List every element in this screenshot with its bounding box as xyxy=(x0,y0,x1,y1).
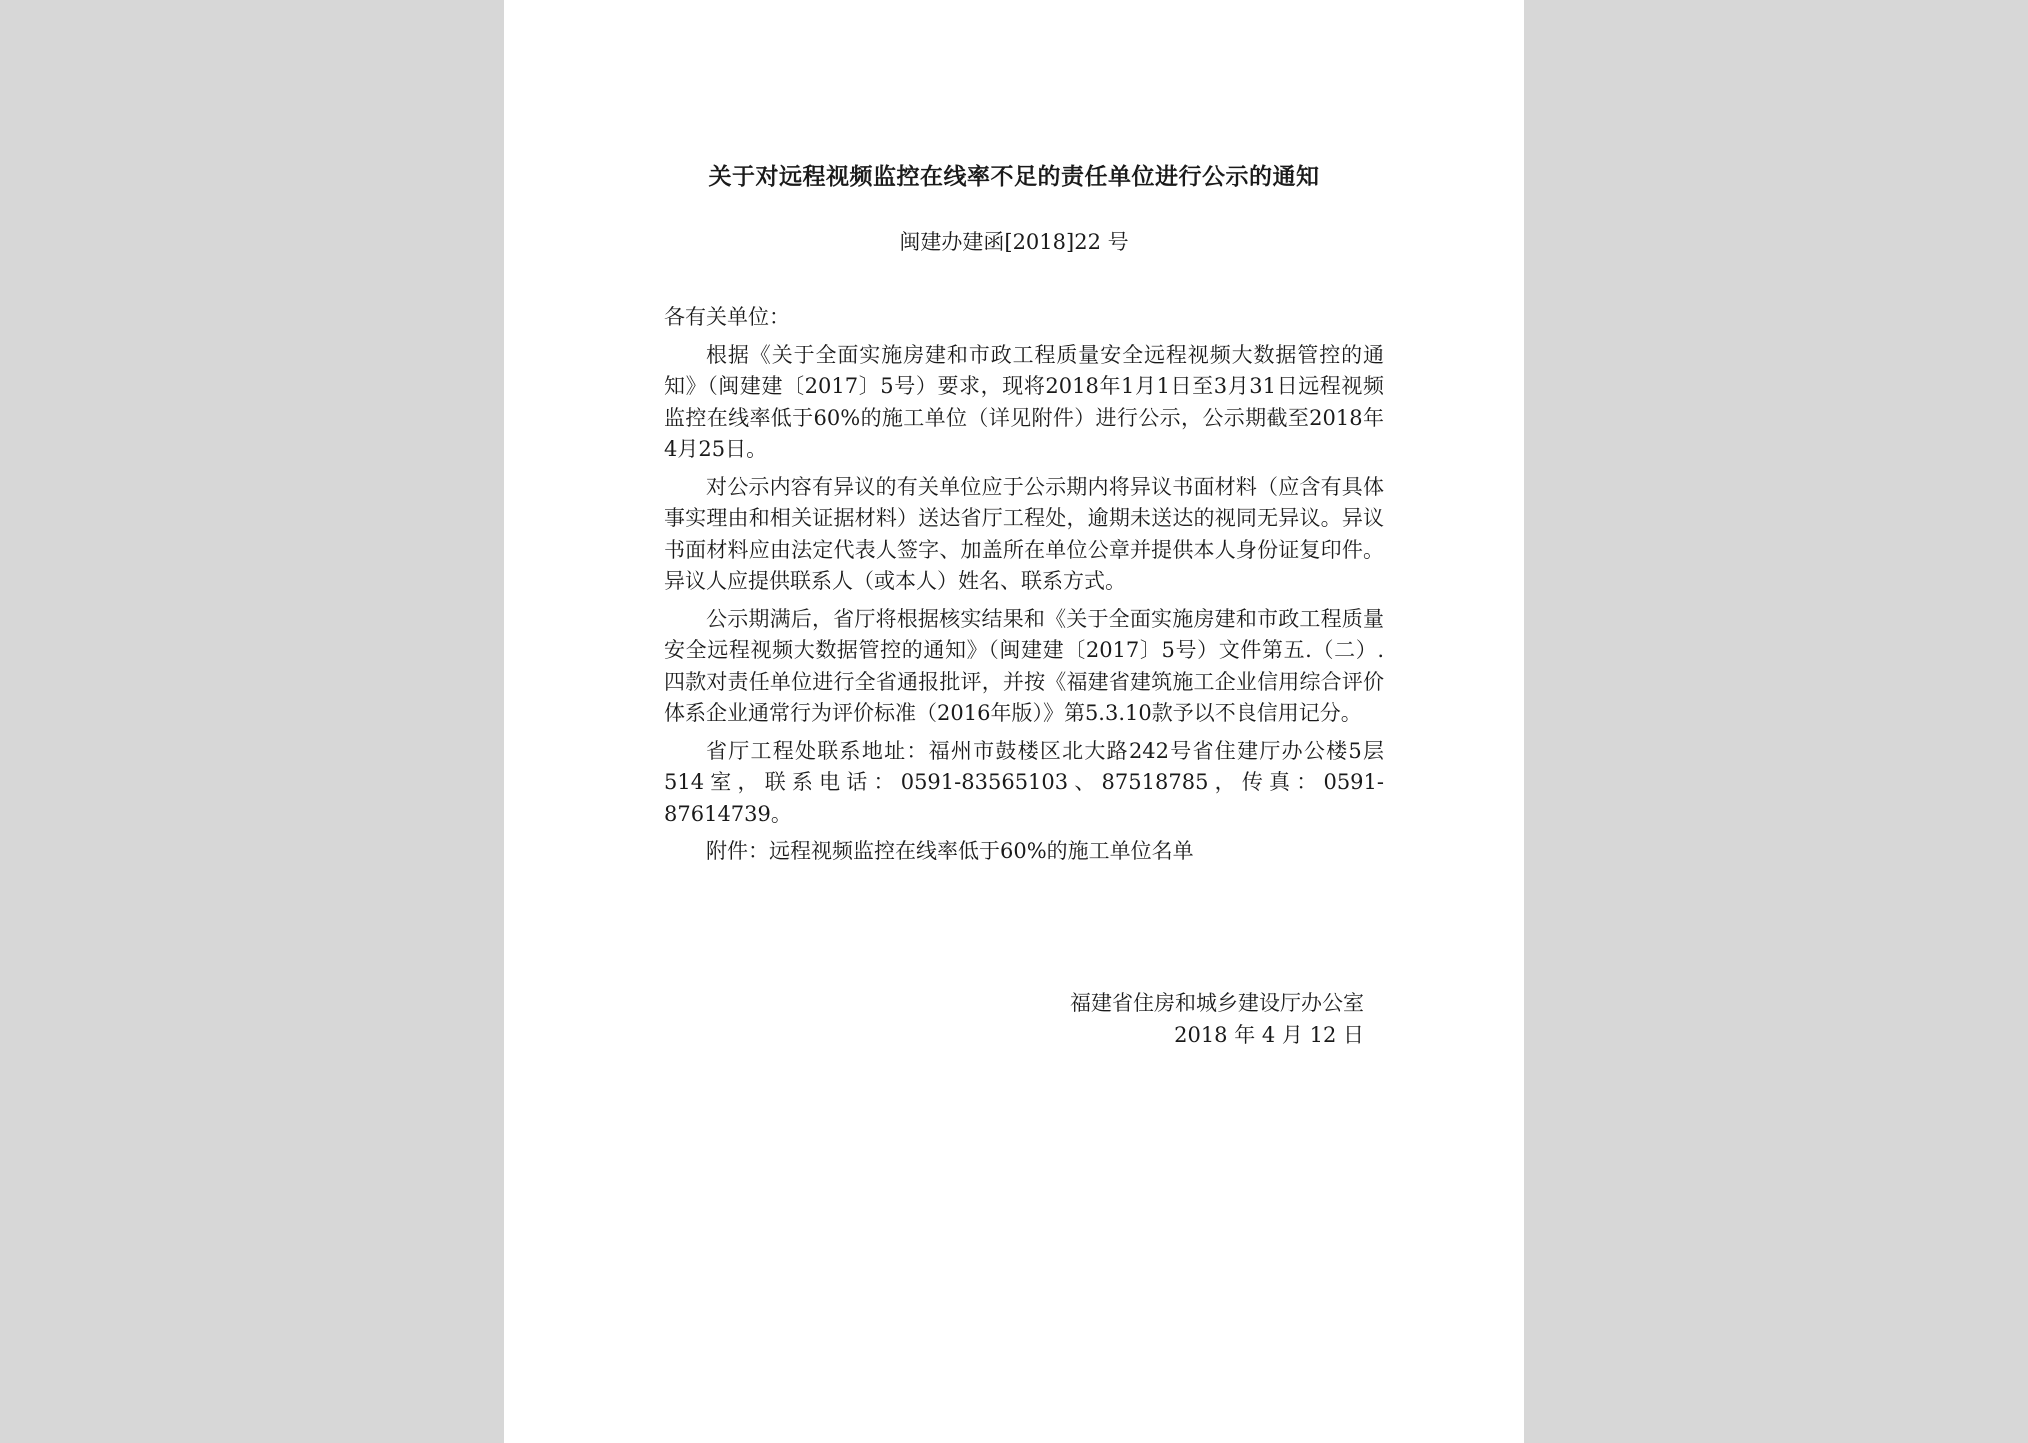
document-page xyxy=(504,0,1524,1443)
document-body xyxy=(664,302,1384,868)
paragraph-objection: 对公示内容有异议的有关单位应于公示期内将异议书面材料（应含有具体事实理由和相关证据材料）送达省厅工程处，逾期未送达的视同无异议。异议书面材料应由法定代表人签字、加盖所在单位公章并提供本人身份证复印件。异议人应提供联系人（或本人）姓名、联系方式。 xyxy=(664,474,1384,593)
issuer-name: 福建省住房和城乡建设厅办公室 xyxy=(1070,991,1364,1015)
paragraph-contact: 省厅工程处联系地址：福州市鼓楼区北大路242号省住建厅办公楼5层514室，联系电话：0591-83565103、87518785，传真：0591-87614739。 xyxy=(664,738,1384,826)
attachment-note: 附件：远程视频监控在线率低于60%的施工单位名单 xyxy=(706,839,1194,863)
issue-date: 2018 年 4 月 12 日 xyxy=(1174,1023,1364,1047)
paragraph-penalty: 公示期满后，省厅将根据核实结果和《关于全面实施房建和市政工程质量安全远程视频大数据管控的通知》（闽建建〔2017〕5号）文件第五.（二）.四款对责任单位进行全省通报批评，并按《福建省建筑施工企业信用综合评价体系企业通常行为评价标准（2016年版）》第5.3.10款予以不良信用记分。 xyxy=(664,606,1384,725)
paragraph-publicity: 根据《关于全面实施房建和市政工程质量安全远程视频大数据管控的通知》（闽建建〔2017〕5号）要求，现将2018年1月1日至3月31日远程视频监控在线率低于60%的施工单位（详见附件）进行公示，公示期截至2018年4月25日。 xyxy=(664,342,1384,461)
signature-block xyxy=(1070,987,1364,1051)
salutation: 各有关单位： xyxy=(664,305,790,329)
document-title: 关于对远程视频监控在线率不足的责任单位进行公示的通知 xyxy=(708,163,1320,190)
document-number: 闽建办建函[2018]22 号 xyxy=(899,230,1129,254)
